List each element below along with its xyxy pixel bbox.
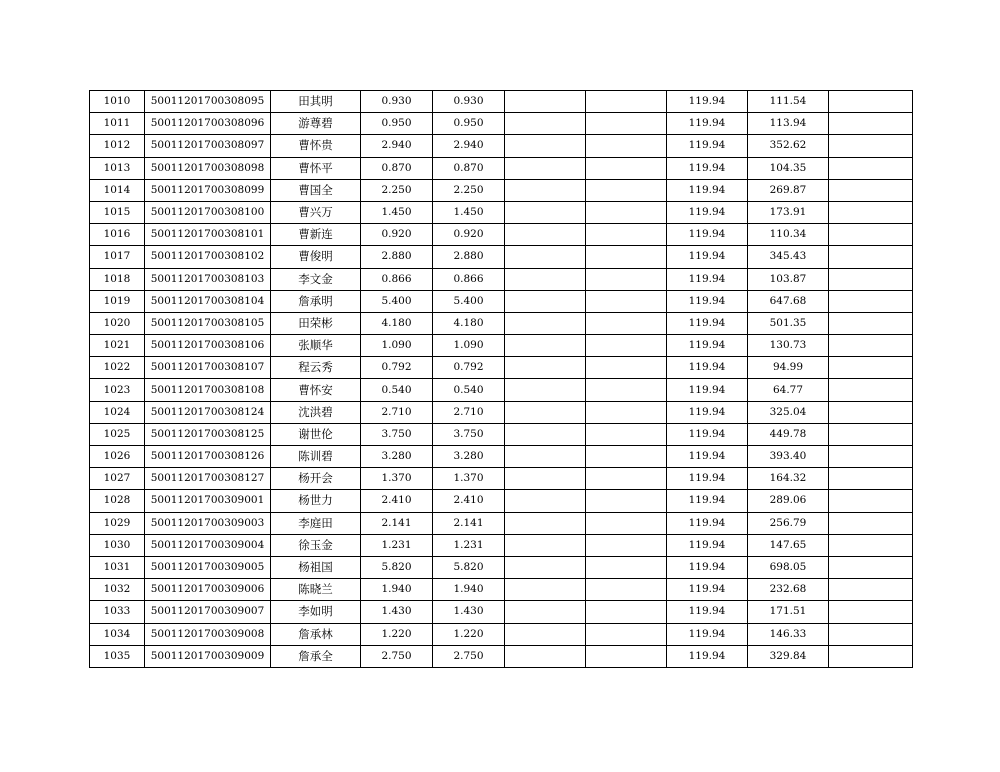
empty-cell (586, 534, 667, 556)
confirmed-area-cell: 2.750 (433, 645, 505, 667)
data-table (89, 90, 913, 668)
area-cell: 0.792 (361, 357, 433, 379)
row-number-cell: 1016 (90, 224, 145, 246)
empty-cell (505, 601, 586, 623)
amount-cell: 103.87 (748, 268, 829, 290)
amount-cell: 110.34 (748, 224, 829, 246)
empty-cell (586, 645, 667, 667)
remark-cell (829, 290, 913, 312)
area-cell: 1.940 (361, 579, 433, 601)
parcel-code-cell: 50011201700309003 (145, 512, 271, 534)
row-number-cell: 1024 (90, 401, 145, 423)
unit-price-cell: 119.94 (667, 556, 748, 578)
unit-price-cell: 119.94 (667, 401, 748, 423)
area-cell: 2.880 (361, 246, 433, 268)
parcel-code-cell: 50011201700309001 (145, 490, 271, 512)
owner-name-cell: 陈晓兰 (271, 579, 361, 601)
row-number-cell: 1021 (90, 335, 145, 357)
area-cell: 0.950 (361, 113, 433, 135)
owner-name-cell: 徐玉金 (271, 534, 361, 556)
empty-cell (505, 157, 586, 179)
parcel-code-cell: 50011201700308106 (145, 335, 271, 357)
empty-cell (586, 556, 667, 578)
row-number-cell: 1034 (90, 623, 145, 645)
empty-cell (586, 91, 667, 113)
empty-cell (586, 468, 667, 490)
parcel-code-cell: 50011201700309005 (145, 556, 271, 578)
empty-cell (586, 401, 667, 423)
table-row (90, 335, 913, 357)
parcel-code-cell: 50011201700308098 (145, 157, 271, 179)
area-cell: 2.940 (361, 135, 433, 157)
empty-cell (586, 490, 667, 512)
parcel-code-cell: 50011201700308105 (145, 312, 271, 334)
confirmed-area-cell: 2.880 (433, 246, 505, 268)
amount-cell: 171.51 (748, 601, 829, 623)
unit-price-cell: 119.94 (667, 645, 748, 667)
parcel-code-cell: 50011201700308124 (145, 401, 271, 423)
empty-cell (586, 579, 667, 601)
owner-name-cell: 杨开会 (271, 468, 361, 490)
empty-cell (505, 268, 586, 290)
empty-cell (586, 623, 667, 645)
owner-name-cell: 詹承林 (271, 623, 361, 645)
unit-price-cell: 119.94 (667, 290, 748, 312)
row-number-cell: 1014 (90, 179, 145, 201)
remark-cell (829, 645, 913, 667)
empty-cell (505, 113, 586, 135)
owner-name-cell: 程云秀 (271, 357, 361, 379)
remark-cell (829, 379, 913, 401)
table-row (90, 556, 913, 578)
remark-cell (829, 534, 913, 556)
empty-cell (505, 312, 586, 334)
area-cell: 0.866 (361, 268, 433, 290)
empty-cell (586, 357, 667, 379)
unit-price-cell: 119.94 (667, 113, 748, 135)
row-number-cell: 1029 (90, 512, 145, 534)
confirmed-area-cell: 3.280 (433, 446, 505, 468)
empty-cell (505, 556, 586, 578)
table-row (90, 423, 913, 445)
unit-price-cell: 119.94 (667, 379, 748, 401)
unit-price-cell: 119.94 (667, 157, 748, 179)
amount-cell: 698.05 (748, 556, 829, 578)
area-cell: 5.820 (361, 556, 433, 578)
remark-cell (829, 401, 913, 423)
unit-price-cell: 119.94 (667, 446, 748, 468)
confirmed-area-cell: 0.870 (433, 157, 505, 179)
area-cell: 0.540 (361, 379, 433, 401)
confirmed-area-cell: 0.792 (433, 357, 505, 379)
empty-cell (505, 468, 586, 490)
owner-name-cell: 曹俊明 (271, 246, 361, 268)
area-cell: 4.180 (361, 312, 433, 334)
remark-cell (829, 579, 913, 601)
remark-cell (829, 601, 913, 623)
table-row (90, 601, 913, 623)
empty-cell (505, 224, 586, 246)
table-row (90, 113, 913, 135)
empty-cell (586, 201, 667, 223)
empty-cell (586, 601, 667, 623)
parcel-code-cell: 50011201700308096 (145, 113, 271, 135)
parcel-code-cell: 50011201700308102 (145, 246, 271, 268)
amount-cell: 173.91 (748, 201, 829, 223)
empty-cell (586, 157, 667, 179)
unit-price-cell: 119.94 (667, 312, 748, 334)
table-row (90, 623, 913, 645)
amount-cell: 329.84 (748, 645, 829, 667)
remark-cell (829, 556, 913, 578)
row-number-cell: 1031 (90, 556, 145, 578)
row-number-cell: 1030 (90, 534, 145, 556)
confirmed-area-cell: 0.950 (433, 113, 505, 135)
empty-cell (586, 512, 667, 534)
unit-price-cell: 119.94 (667, 579, 748, 601)
table-row (90, 268, 913, 290)
area-cell: 1.430 (361, 601, 433, 623)
amount-cell: 352.62 (748, 135, 829, 157)
empty-cell (505, 135, 586, 157)
amount-cell: 393.40 (748, 446, 829, 468)
parcel-code-cell: 50011201700309007 (145, 601, 271, 623)
empty-cell (586, 290, 667, 312)
empty-cell (586, 268, 667, 290)
row-number-cell: 1013 (90, 157, 145, 179)
parcel-code-cell: 50011201700309008 (145, 623, 271, 645)
owner-name-cell: 曹怀安 (271, 379, 361, 401)
confirmed-area-cell: 5.820 (433, 556, 505, 578)
unit-price-cell: 119.94 (667, 423, 748, 445)
amount-cell: 345.43 (748, 246, 829, 268)
amount-cell: 111.54 (748, 91, 829, 113)
confirmed-area-cell: 5.400 (433, 290, 505, 312)
unit-price-cell: 119.94 (667, 224, 748, 246)
confirmed-area-cell: 1.090 (433, 335, 505, 357)
owner-name-cell: 田其明 (271, 91, 361, 113)
parcel-code-cell: 50011201700308099 (145, 179, 271, 201)
amount-cell: 501.35 (748, 312, 829, 334)
owner-name-cell: 曹怀贵 (271, 135, 361, 157)
amount-cell: 449.78 (748, 423, 829, 445)
confirmed-area-cell: 2.710 (433, 401, 505, 423)
row-number-cell: 1023 (90, 379, 145, 401)
remark-cell (829, 201, 913, 223)
area-cell: 0.870 (361, 157, 433, 179)
row-number-cell: 1035 (90, 645, 145, 667)
empty-cell (505, 446, 586, 468)
parcel-code-cell: 50011201700308103 (145, 268, 271, 290)
remark-cell (829, 357, 913, 379)
confirmed-area-cell: 3.750 (433, 423, 505, 445)
table-row (90, 490, 913, 512)
parcel-code-cell: 50011201700308125 (145, 423, 271, 445)
unit-price-cell: 119.94 (667, 135, 748, 157)
owner-name-cell: 沈洪碧 (271, 401, 361, 423)
area-cell: 2.710 (361, 401, 433, 423)
confirmed-area-cell: 0.920 (433, 224, 505, 246)
table-row (90, 312, 913, 334)
amount-cell: 232.68 (748, 579, 829, 601)
unit-price-cell: 119.94 (667, 601, 748, 623)
owner-name-cell: 李文金 (271, 268, 361, 290)
owner-name-cell: 曹怀平 (271, 157, 361, 179)
table-row (90, 534, 913, 556)
amount-cell: 256.79 (748, 512, 829, 534)
area-cell: 2.141 (361, 512, 433, 534)
row-number-cell: 1025 (90, 423, 145, 445)
confirmed-area-cell: 2.141 (433, 512, 505, 534)
empty-cell (586, 135, 667, 157)
parcel-code-cell: 50011201700309006 (145, 579, 271, 601)
unit-price-cell: 119.94 (667, 512, 748, 534)
confirmed-area-cell: 1.370 (433, 468, 505, 490)
empty-cell (505, 623, 586, 645)
table-row (90, 91, 913, 113)
empty-cell (505, 179, 586, 201)
row-number-cell: 1032 (90, 579, 145, 601)
owner-name-cell: 李庭田 (271, 512, 361, 534)
empty-cell (586, 312, 667, 334)
unit-price-cell: 119.94 (667, 357, 748, 379)
remark-cell (829, 512, 913, 534)
empty-cell (586, 113, 667, 135)
owner-name-cell: 杨祖国 (271, 556, 361, 578)
area-cell: 1.220 (361, 623, 433, 645)
confirmed-area-cell: 0.540 (433, 379, 505, 401)
empty-cell (505, 534, 586, 556)
empty-cell (505, 490, 586, 512)
remark-cell (829, 312, 913, 334)
owner-name-cell: 张顺华 (271, 335, 361, 357)
confirmed-area-cell: 2.410 (433, 490, 505, 512)
area-cell: 3.280 (361, 446, 433, 468)
empty-cell (586, 224, 667, 246)
area-cell: 1.370 (361, 468, 433, 490)
remark-cell (829, 423, 913, 445)
owner-name-cell: 李如明 (271, 601, 361, 623)
area-cell: 1.090 (361, 335, 433, 357)
empty-cell (505, 645, 586, 667)
empty-cell (505, 579, 586, 601)
amount-cell: 104.35 (748, 157, 829, 179)
amount-cell: 64.77 (748, 379, 829, 401)
row-number-cell: 1010 (90, 91, 145, 113)
parcel-code-cell: 50011201700308126 (145, 446, 271, 468)
remark-cell (829, 224, 913, 246)
parcel-code-cell: 50011201700308107 (145, 357, 271, 379)
owner-name-cell: 游尊碧 (271, 113, 361, 135)
confirmed-area-cell: 1.450 (433, 201, 505, 223)
unit-price-cell: 119.94 (667, 534, 748, 556)
amount-cell: 269.87 (748, 179, 829, 201)
remark-cell (829, 468, 913, 490)
empty-cell (505, 401, 586, 423)
amount-cell: 164.32 (748, 468, 829, 490)
row-number-cell: 1028 (90, 490, 145, 512)
area-cell: 0.920 (361, 224, 433, 246)
owner-name-cell: 谢世伦 (271, 423, 361, 445)
row-number-cell: 1017 (90, 246, 145, 268)
owner-name-cell: 曹兴万 (271, 201, 361, 223)
parcel-code-cell: 50011201700308101 (145, 224, 271, 246)
remark-cell (829, 446, 913, 468)
empty-cell (586, 246, 667, 268)
amount-cell: 130.73 (748, 335, 829, 357)
table-body (90, 91, 913, 668)
remark-cell (829, 246, 913, 268)
owner-name-cell: 詹承明 (271, 290, 361, 312)
remark-cell (829, 135, 913, 157)
parcel-code-cell: 50011201700308108 (145, 379, 271, 401)
row-number-cell: 1019 (90, 290, 145, 312)
table-row (90, 135, 913, 157)
amount-cell: 325.04 (748, 401, 829, 423)
empty-cell (505, 335, 586, 357)
table-row (90, 512, 913, 534)
empty-cell (505, 512, 586, 534)
amount-cell: 647.68 (748, 290, 829, 312)
parcel-code-cell: 50011201700308095 (145, 91, 271, 113)
unit-price-cell: 119.94 (667, 179, 748, 201)
table-row (90, 201, 913, 223)
table-row (90, 379, 913, 401)
owner-name-cell: 曹国全 (271, 179, 361, 201)
empty-cell (505, 379, 586, 401)
area-cell: 3.750 (361, 423, 433, 445)
empty-cell (586, 379, 667, 401)
row-number-cell: 1033 (90, 601, 145, 623)
confirmed-area-cell: 2.250 (433, 179, 505, 201)
confirmed-area-cell: 1.231 (433, 534, 505, 556)
owner-name-cell: 詹承全 (271, 645, 361, 667)
row-number-cell: 1022 (90, 357, 145, 379)
area-cell: 1.231 (361, 534, 433, 556)
row-number-cell: 1015 (90, 201, 145, 223)
empty-cell (505, 91, 586, 113)
row-number-cell: 1026 (90, 446, 145, 468)
table-row (90, 446, 913, 468)
remark-cell (829, 335, 913, 357)
confirmed-area-cell: 1.220 (433, 623, 505, 645)
area-cell: 2.410 (361, 490, 433, 512)
confirmed-area-cell: 0.930 (433, 91, 505, 113)
remark-cell (829, 623, 913, 645)
unit-price-cell: 119.94 (667, 490, 748, 512)
empty-cell (505, 201, 586, 223)
area-cell: 0.930 (361, 91, 433, 113)
row-number-cell: 1018 (90, 268, 145, 290)
unit-price-cell: 119.94 (667, 246, 748, 268)
owner-name-cell: 田荣彬 (271, 312, 361, 334)
table-row (90, 246, 913, 268)
confirmed-area-cell: 0.866 (433, 268, 505, 290)
amount-cell: 146.33 (748, 623, 829, 645)
table-row (90, 645, 913, 667)
row-number-cell: 1012 (90, 135, 145, 157)
unit-price-cell: 119.94 (667, 335, 748, 357)
remark-cell (829, 113, 913, 135)
parcel-code-cell: 50011201700308127 (145, 468, 271, 490)
row-number-cell: 1011 (90, 113, 145, 135)
remark-cell (829, 91, 913, 113)
table-row (90, 401, 913, 423)
area-cell: 2.750 (361, 645, 433, 667)
parcel-code-cell: 50011201700309009 (145, 645, 271, 667)
unit-price-cell: 119.94 (667, 91, 748, 113)
empty-cell (505, 290, 586, 312)
amount-cell: 113.94 (748, 113, 829, 135)
amount-cell: 289.06 (748, 490, 829, 512)
row-number-cell: 1027 (90, 468, 145, 490)
amount-cell: 147.65 (748, 534, 829, 556)
table-row (90, 179, 913, 201)
table-row (90, 224, 913, 246)
owner-name-cell: 杨世力 (271, 490, 361, 512)
parcel-code-cell: 50011201700309004 (145, 534, 271, 556)
empty-cell (505, 246, 586, 268)
owner-name-cell: 曹新连 (271, 224, 361, 246)
confirmed-area-cell: 1.940 (433, 579, 505, 601)
empty-cell (586, 335, 667, 357)
amount-cell: 94.99 (748, 357, 829, 379)
table-row (90, 157, 913, 179)
confirmed-area-cell: 4.180 (433, 312, 505, 334)
parcel-code-cell: 50011201700308100 (145, 201, 271, 223)
area-cell: 2.250 (361, 179, 433, 201)
row-number-cell: 1020 (90, 312, 145, 334)
remark-cell (829, 268, 913, 290)
confirmed-area-cell: 2.940 (433, 135, 505, 157)
owner-name-cell: 陈训碧 (271, 446, 361, 468)
unit-price-cell: 119.94 (667, 201, 748, 223)
remark-cell (829, 157, 913, 179)
empty-cell (586, 179, 667, 201)
area-cell: 5.400 (361, 290, 433, 312)
parcel-code-cell: 50011201700308104 (145, 290, 271, 312)
table-row (90, 290, 913, 312)
table-row (90, 468, 913, 490)
unit-price-cell: 119.94 (667, 468, 748, 490)
table-row (90, 357, 913, 379)
remark-cell (829, 179, 913, 201)
empty-cell (505, 423, 586, 445)
empty-cell (586, 446, 667, 468)
area-cell: 1.450 (361, 201, 433, 223)
unit-price-cell: 119.94 (667, 268, 748, 290)
empty-cell (505, 357, 586, 379)
parcel-code-cell: 50011201700308097 (145, 135, 271, 157)
empty-cell (586, 423, 667, 445)
remark-cell (829, 490, 913, 512)
unit-price-cell: 119.94 (667, 623, 748, 645)
confirmed-area-cell: 1.430 (433, 601, 505, 623)
table-row (90, 579, 913, 601)
